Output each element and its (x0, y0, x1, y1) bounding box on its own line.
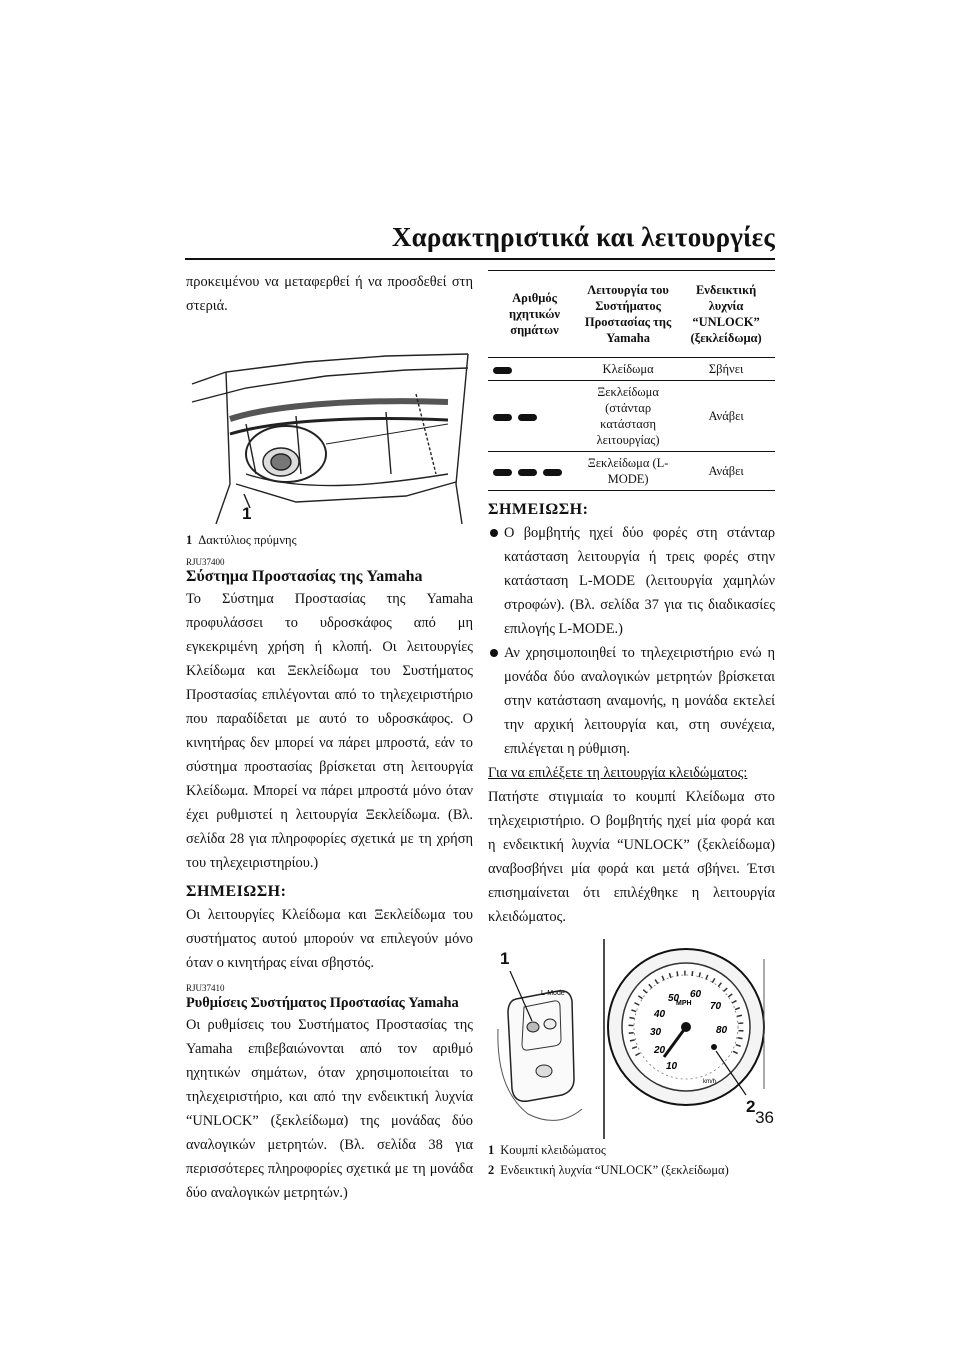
table-cell: Ανάβει (677, 452, 775, 491)
stern-eye-illustration (186, 324, 473, 529)
note-bullet-text: Αν χρησιμοποιηθεί το τηλεχειριστήριο ενώ η μονάδα δύο αναλογικών μετρητών βρίσκεται στην κατάσταση αναμονής, η μονάδα εκτελεί την αρχική λειτουργία και, στη συνέχεια, επιλέγεται η ρύθμιση. (504, 645, 775, 757)
table-header: Ενδεικτική λυχνία “UNLOCK” (ξεκλείδωμα) (677, 271, 775, 358)
fig2-caption-2 (488, 1161, 775, 1179)
note-heading: ΣΗΜΕΙΩΣΗ: (488, 501, 589, 518)
bullet-dot-icon (490, 529, 498, 537)
beep-icon (493, 414, 512, 421)
fig2-caption-num: 1 (488, 1143, 495, 1157)
note-bullet (488, 641, 775, 761)
fig2-caption-num: 2 (488, 1163, 495, 1177)
beep-indicator (488, 452, 579, 491)
beep-signal-table (488, 270, 775, 491)
gauge-number: 70 (710, 1001, 722, 1012)
table-cell: Ξεκλείδωμα (L-MODE) (579, 452, 677, 491)
remote-mode-label: L-Mode (541, 990, 565, 997)
section-heading-yamaha-security: Σύστημα Προστασίας της Yamaha (186, 568, 423, 585)
table-row (488, 381, 775, 452)
section-code: RJU37400 (186, 557, 225, 567)
table-header: Αριθμός ηχητικών σημάτων (488, 271, 579, 358)
gauge-number: 60 (690, 989, 702, 1000)
remote-and-gauge-illustration (488, 939, 775, 1139)
fig1-caption-num: 1 (186, 533, 193, 547)
gauge-number: 40 (654, 1009, 666, 1020)
note-heading: ΣΗΜΕΙΩΣΗ: (186, 883, 287, 900)
left-column (186, 270, 473, 1205)
table-row (488, 358, 775, 381)
remote-control-icon (498, 991, 582, 1121)
note-bullet (488, 521, 775, 641)
gauge-number: 80 (716, 1025, 728, 1036)
unlock-lamp-callout: 2 (746, 1097, 756, 1116)
stern-figure (186, 324, 473, 529)
gauge-number: 20 (654, 1045, 666, 1056)
table-cell: Σβήνει (677, 358, 775, 381)
gauge-unit-mph: MPH (676, 1000, 692, 1007)
gauge-unit-kmh: km/h (703, 1079, 717, 1085)
fig2-caption-1 (488, 1141, 775, 1159)
fig1-caption-text: Δακτύλιος πρύμνης (198, 533, 297, 547)
table-cell: Ξεκλείδωμα (στάνταρ κατάσταση λειτουργίας) (579, 381, 677, 452)
table-row (488, 452, 775, 491)
stern-eye-callout: 1 (242, 504, 252, 523)
section-code: RJU37410 (186, 983, 225, 993)
gauge-number: 10 (666, 1061, 678, 1072)
lock-button-callout: 1 (500, 949, 510, 968)
beep-indicator (488, 358, 579, 381)
header-rule (185, 258, 775, 260)
page-header-title: Χαρακτηριστικά και λειτουργίες (391, 222, 775, 252)
intro-text: προκειμένου να μεταφερθεί ή να προσδεθεί στη στεριά. (186, 274, 473, 314)
table-cell: Κλείδωμα (579, 358, 677, 381)
remote-gauge-figure (488, 939, 775, 1139)
beep-icon (493, 367, 512, 374)
note-body: Οι λειτουργίες Κλείδωμα και Ξεκλείδωμα του συστήματος αυτού μπορούν να επιλεγούν μόνο όταν ο κινητήρας είναι σβηστός. (186, 907, 473, 971)
beep-icon (518, 414, 537, 421)
gauge-number: 50 (668, 993, 680, 1004)
lock-procedure-body: Πατήστε στιγμιαία το κουμπί Κλείδωμα στο τηλεχειριστήριο. Ο βομβητής ηχεί μία φορά και η ενδεικτική λυχνία “UNLOCK” (ξεκλείδωμα) αναβοσβήνει μία φορά και μετά σβήνει. Έτσι επισημαίνεται ότι επιλέχθηκε η λειτουργία κλειδώματος. (488, 789, 775, 925)
page-number: 36 (755, 1108, 774, 1127)
table-header: Λειτουργία του Συστήματος Προστασίας της Yamaha (579, 271, 677, 358)
fig2-caption-text: Ενδεικτική λυχνία “UNLOCK” (ξεκλείδωμα) (500, 1163, 729, 1177)
section-body-security-settings: Οι ρυθμίσεις του Συστήματος Προστασίας της Yamaha επιβεβαιώνονται από τον αριθμό ηχητικών σημάτων, όταν χρησιμοποιείται το τηλεχειριστήριο, και από την ενδεικτική λυχνία “UNLOCK” (ξεκλείδωμα) της μονάδας δύο αναλογικών μετρητών. (Βλ. σελίδα 38 για περισσότερες πληροφορίες σχετικά με τη μονάδα δύο αναλογικών μετρητών.) (186, 1017, 473, 1201)
table-header-row (488, 271, 775, 358)
lock-procedure-heading: Για να επιλέξετε τη λειτουργία κλειδώματος: (488, 765, 748, 781)
speedometer-gauge-icon (608, 949, 764, 1105)
fig1-caption (186, 531, 473, 549)
section-heading-security-settings: Ρυθμίσεις Συστήματος Προστασίας Yamaha (186, 995, 459, 1011)
beep-icon (493, 469, 512, 476)
beep-icon (543, 469, 562, 476)
gauge-number: 30 (650, 1027, 662, 1038)
beep-indicator (488, 381, 579, 452)
table-cell: Ανάβει (677, 381, 775, 452)
fig2-caption-text: Κουμπί κλειδώματος (500, 1143, 606, 1157)
section-body-yamaha-security: Το Σύστημα Προστασίας της Yamaha προφυλάσσει το υδροσκάφος από μη εγκεκριμένη χρήση ή κλοπή. Οι λειτουργίες Κλείδωμα και Ξεκλείδωμα του Συστήματος Προστασίας επιλέγονται από το τηλεχειριστήριο που παραδίδεται με αυτό το υδροσκάφος. Ο κινητήρας δεν μπορεί να πάρει μπροστά, εάν το σύστημα προστασίας βρίσκεται στη λειτουργία Κλείδωμα. Μπορεί να πάρει μπροστά μόνο όταν έχει ρυθμιστεί η λειτουργία Ξεκλείδωμα. (Βλ. σελίδα 28 για πληροφορίες σχετικά με τη χρήση του τηλεχειριστηρίου.) (186, 591, 473, 871)
beep-icon (518, 469, 537, 476)
bullet-dot-icon (490, 649, 498, 657)
right-column (488, 270, 775, 1179)
note-bullet-text: Ο βομβητής ηχεί δύο φορές στη στάνταρ κατάσταση λειτουργία ή τρεις φορές στην κατάσταση L-MODE (λειτουργία χαμηλών στροφών). (Βλ. σελίδα 37 για τις διαδικασίες επιλογής L-MODE.) (504, 525, 775, 637)
